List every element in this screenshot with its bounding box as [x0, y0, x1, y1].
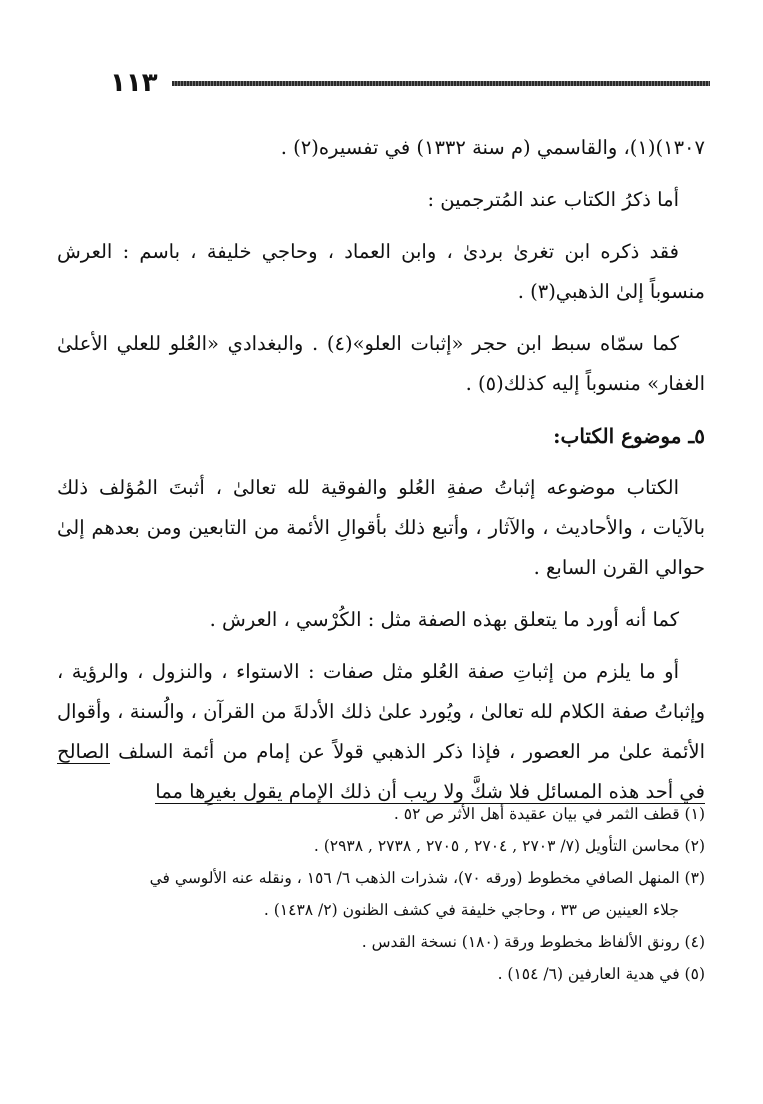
footnotes: [57, 798, 705, 990]
paragraph-2: أما ذكرُ الكتاب عند المُترجمين :: [427, 188, 679, 211]
footnote-1: (١) قطف الثمر في بيان عقيدة أهل الأثر ص ٥٢ .: [393, 805, 705, 823]
header-rule: [172, 81, 710, 86]
paragraph-4: كما سمّاه سبط ابن حجر «إثبات العلو»(٤) . والبغدادي «العُلو للعلي الأعلىٰ الغفار» منسوباً إليه كذلك(٥) .: [57, 332, 705, 395]
footnote-4: (٤) رونق الألفاظ مخطوط ورقة (١٨٠) نسخة القدس .: [361, 933, 705, 951]
paragraph-7-last-line: الصالح في أحد هذه المسائل فلا شكَّ ولا ريب أن ذلك الإمام يقول بغيرِها مما: [57, 740, 705, 803]
page-header: [110, 68, 710, 98]
paragraph-5: الكتاب موضوعه إثباتُ صفةِ العُلو والفوقية لله تعالىٰ ، أثبتَ المُؤلف ذلك بالآيات ، والأحاديث ، والآثار ، وأتبع ذلك بأقوالِ الأئمة من التابعين ومن بعدهم إلىٰ حوالي القرن السابع .: [57, 476, 705, 579]
paragraph-3: فقد ذكره ابن تغرىٰ بردىٰ ، وابن العماد ، وحاجي خليفة ، باسم : العرش منسوباً إلىٰ الذهبي(٣) .: [57, 240, 705, 303]
section-heading: ٥ـ موضوع الكتاب:: [553, 424, 705, 448]
paragraph-6: كما أنه أورد ما يتعلق بهذه الصفة مثل : الكُرْسي ، العرش .: [209, 608, 679, 631]
footnote-3: (٣) المنهل الصافي مخطوط (ورقه ٧٠)، شذرات الذهب ٦/ ١٥٦ ، ونقله عنه الألوسي في: [149, 869, 705, 887]
footnote-5: (٥) في هدية العارفين (٦/ ١٥٤) .: [497, 965, 705, 983]
page-number: ١١٣: [110, 68, 158, 98]
paragraph-7: [57, 652, 705, 812]
main-text: [57, 128, 705, 824]
footnote-2: (٢) محاسن التأويل (٧/ ٢٧٠٣ , ٢٧٠٤ , ٢٧٠٥ , ٢٧٣٨ , ٢٩٣٨) .: [313, 837, 705, 855]
paragraph-7-text: أو ما يلزم من إثباتِ صفة العُلو مثل صفات : الاستواء ، والنزول ، والرؤية ، وإثباتُ صفة الكلام لله تعالىٰ ، ويُورد علىٰ ذلك الأدلةَ من القرآن ، والُسنة ، وأقوال الأئمة علىٰ مر العصور ، فإذا ذكر الذهبي قولاً عن إمام من أئمة السلف: [57, 660, 705, 763]
footnote-3-continuation: جلاء العينين ص ٣٣ ، وحاجي خليفة في كشف الظنون (٢/ ١٤٣٨) .: [263, 901, 679, 919]
paragraph-1: ١٣٠٧)(١)، والقاسمي (م سنة ١٣٣٢) في تفسيره(٢) .: [280, 136, 705, 159]
